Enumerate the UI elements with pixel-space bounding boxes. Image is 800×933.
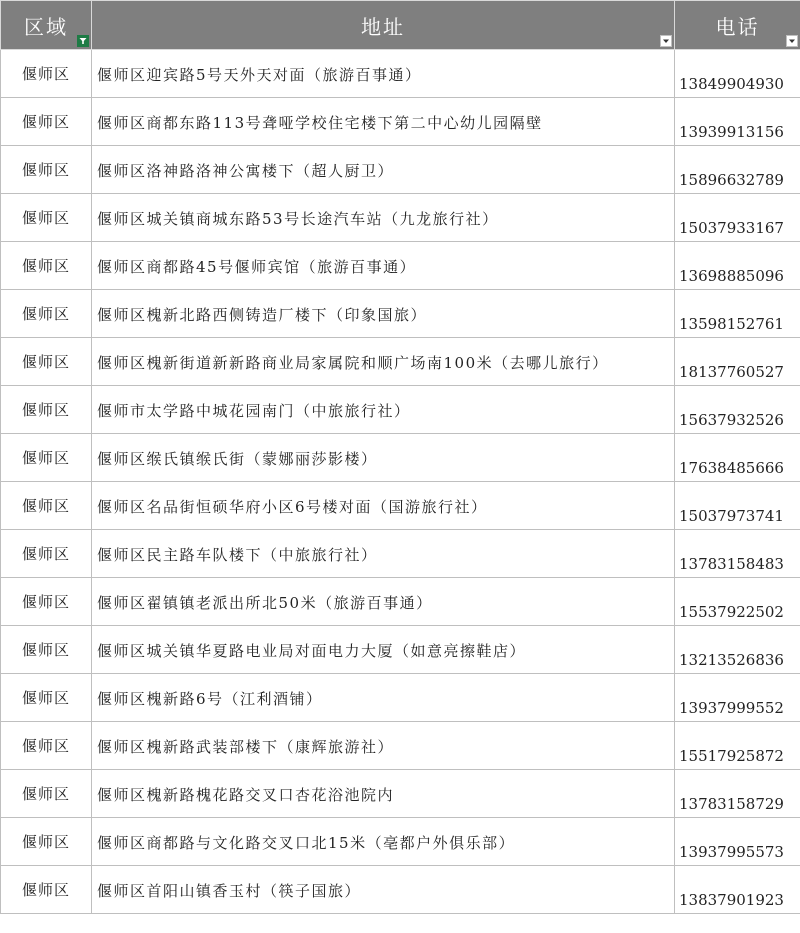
address-cell[interactable]: 偃师区商都东路113号聋哑学校住宅楼下第二中心幼儿园隔壁 [92,98,675,146]
district-cell[interactable]: 偃师区 [1,386,92,434]
phone-cell[interactable]: 13783158729 [675,770,800,818]
address-cell[interactable]: 偃师区槐新路槐花路交叉口杏花浴池院内 [92,770,675,818]
table-row [1,626,800,674]
header-phone-label: 电话 [715,14,760,39]
header-phone[interactable] [675,1,800,50]
table-row [1,482,800,530]
header-district-label: 区域 [24,14,68,39]
phone-cell[interactable]: 13937999552 [675,674,800,722]
address-cell[interactable]: 偃师区商都路45号偃师宾馆（旅游百事通） [92,242,675,290]
phone-cell[interactable]: 17638485666 [675,434,800,482]
phone-cell[interactable]: 13939913156 [675,98,800,146]
address-cell[interactable]: 偃师区首阳山镇香玉村（筷子国旅） [92,866,675,914]
filter-active-icon[interactable] [77,35,89,47]
address-cell[interactable]: 偃师市太学路中城花园南门（中旅旅行社） [92,386,675,434]
table-row [1,146,800,194]
table-row [1,386,800,434]
address-cell[interactable]: 偃师区城关镇华夏路电业局对面电力大厦（如意亮擦鞋店） [92,626,675,674]
phone-cell[interactable]: 15637932526 [675,386,800,434]
district-cell[interactable]: 偃师区 [1,818,92,866]
table-row [1,722,800,770]
district-cell[interactable]: 偃师区 [1,434,92,482]
phone-cell[interactable]: 15037973741 [675,482,800,530]
table-row [1,674,800,722]
address-cell[interactable]: 偃师区槐新北路西侧铸造厂楼下（印象国旅） [92,290,675,338]
phone-cell[interactable]: 13849904930 [675,50,800,98]
table-row [1,578,800,626]
table-row [1,290,800,338]
phone-cell[interactable]: 13598152761 [675,290,800,338]
table-row [1,770,800,818]
address-cell[interactable]: 偃师区洛神路洛神公寓楼下（超人厨卫） [92,146,675,194]
address-cell[interactable]: 偃师区槐新路武装部楼下（康辉旅游社） [92,722,675,770]
phone-cell[interactable]: 18137760527 [675,338,800,386]
district-cell[interactable]: 偃师区 [1,722,92,770]
address-cell[interactable]: 偃师区槐新路6号（江利酒铺） [92,674,675,722]
district-cell[interactable]: 偃师区 [1,578,92,626]
phone-cell[interactable]: 13213526836 [675,626,800,674]
header-address[interactable] [92,1,675,50]
header-district[interactable] [1,1,92,50]
district-cell[interactable]: 偃师区 [1,242,92,290]
phone-cell[interactable]: 15537922502 [675,578,800,626]
table-row [1,50,800,98]
district-cell[interactable]: 偃师区 [1,290,92,338]
address-cell[interactable]: 偃师区名品街恒硕华府小区6号楼对面（国游旅行社） [92,482,675,530]
address-cell[interactable]: 偃师区商都路与文化路交叉口北15米（亳都户外俱乐部） [92,818,675,866]
table-row [1,338,800,386]
table-row [1,98,800,146]
district-cell[interactable]: 偃师区 [1,338,92,386]
phone-cell[interactable]: 13937995573 [675,818,800,866]
table-row [1,194,800,242]
table-row [1,530,800,578]
district-cell[interactable]: 偃师区 [1,194,92,242]
dropdown-arrow-icon[interactable] [660,35,672,47]
header-row [1,1,800,50]
address-cell[interactable]: 偃师区城关镇商城东路53号长途汽车站（九龙旅行社） [92,194,675,242]
table-row [1,242,800,290]
phone-cell[interactable]: 13783158483 [675,530,800,578]
address-cell[interactable]: 偃师区槐新街道新新路商业局家属院和顺广场南100米（去哪儿旅行） [92,338,675,386]
address-cell[interactable]: 偃师区翟镇镇老派出所北50米（旅游百事通） [92,578,675,626]
address-cell[interactable]: 偃师区缑氏镇缑氏街（蒙娜丽莎影楼） [92,434,675,482]
dropdown-arrow-icon[interactable] [786,35,798,47]
phone-cell[interactable]: 15517925872 [675,722,800,770]
phone-cell[interactable]: 13698885096 [675,242,800,290]
district-cell[interactable]: 偃师区 [1,98,92,146]
address-cell[interactable]: 偃师区迎宾路5号天外天对面（旅游百事通） [92,50,675,98]
district-cell[interactable]: 偃师区 [1,770,92,818]
table-row [1,866,800,914]
district-cell[interactable]: 偃师区 [1,50,92,98]
phone-cell[interactable]: 15037933167 [675,194,800,242]
header-address-label: 地址 [361,14,405,39]
district-cell[interactable]: 偃师区 [1,482,92,530]
district-cell[interactable]: 偃师区 [1,146,92,194]
table-row [1,818,800,866]
address-cell[interactable]: 偃师区民主路车队楼下（中旅旅行社） [92,530,675,578]
district-cell[interactable]: 偃师区 [1,530,92,578]
table-body [1,50,800,914]
district-cell[interactable]: 偃师区 [1,626,92,674]
district-cell[interactable]: 偃师区 [1,866,92,914]
district-cell[interactable]: 偃师区 [1,674,92,722]
phone-cell[interactable]: 13837901923 [675,866,800,914]
table-row [1,434,800,482]
phone-cell[interactable]: 15896632789 [675,146,800,194]
